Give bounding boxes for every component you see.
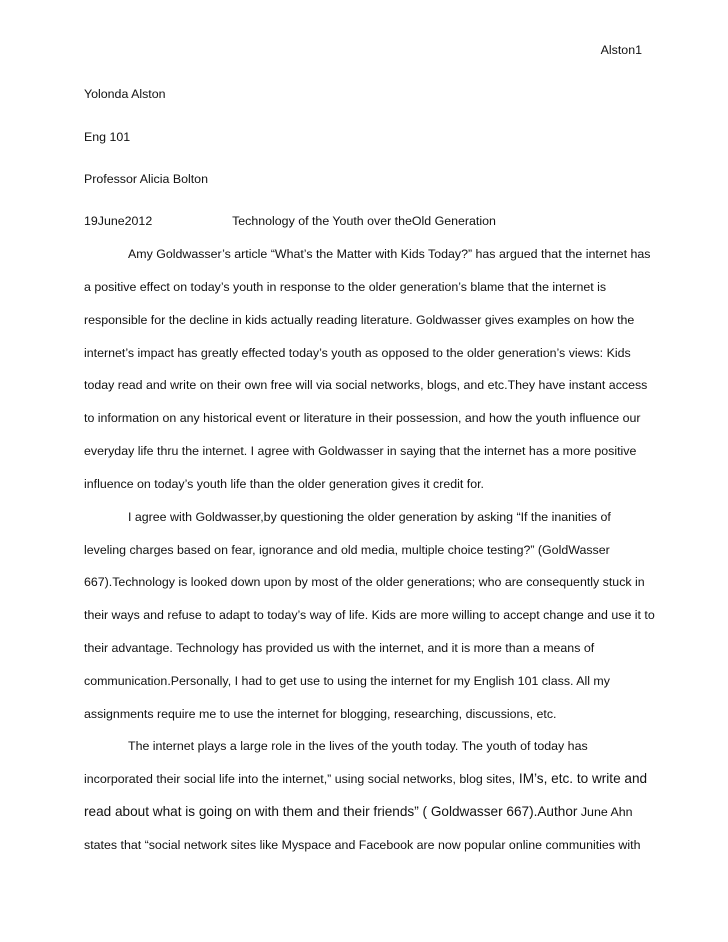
body-line-text-large: read about what is going on with them and their friends” ( Goldwasser 667).Author [84, 804, 578, 819]
body-line-text-large: IM’s, etc. to write and [515, 771, 648, 786]
body-line: a positive effect on today’s youth in response to the older generation’s blame that the internet is [84, 280, 607, 294]
course-name: Eng 101 [84, 130, 131, 144]
running-head: Alston1 [600, 43, 642, 57]
body-line: their ways and refuse to adapt to today’s way of life. Kids are more willing to accept change and use it to [84, 608, 655, 622]
body-line: communication.Personally, I had to get use to using the internet for my English 101 class. All my [84, 674, 610, 688]
body-line-text: incorporated their social life into the internet,” using social networks, blog sites, [84, 772, 516, 786]
body-line: 667).Technology is looked down upon by most of the older generations; who are consequently stuck in [84, 575, 645, 589]
body-line: today read and write on their own free will via social networks, blogs, and etc.They have instant access [84, 378, 648, 392]
body-line: I agree with Goldwasser,by questioning the older generation by asking “If the inanities of [128, 510, 611, 524]
body-line [84, 804, 633, 820]
body-line [84, 771, 647, 787]
body-line: assignments require me to use the internet for blogging, researching, discussions, etc. [84, 707, 557, 721]
body-line: everyday life thru the internet. I agree with Goldwasser in saying that the internet has a more positive [84, 444, 637, 458]
date: 19June2012 [84, 214, 153, 228]
body-line: Amy Goldwasser’s article “What’s the Matter with Kids Today?” has argued that the internet has [128, 247, 651, 261]
body-line: leveling charges based on fear, ignorance and old media, multiple choice testing?” (GoldWasser [84, 543, 610, 557]
body-line: The internet plays a large role in the lives of the youth today. The youth of today has [128, 739, 588, 753]
body-line: responsible for the decline in kids actually reading literature. Goldwasser gives examples on how the [84, 313, 635, 327]
author-name: Yolonda Alston [84, 87, 166, 101]
body-line: influence on today’s youth life than the older generation gives it credit for. [84, 477, 484, 491]
body-line-text: June Ahn [577, 805, 633, 819]
body-line: to information on any historical event or literature in their possession, and how the youth influence our [84, 411, 641, 425]
body-line: internet’s impact has greatly effected today’s youth as opposed to the older generation’s views: Kids [84, 346, 631, 360]
body-line: states that “social network sites like Myspace and Facebook are now popular online communities with [84, 838, 641, 852]
body-line: their advantage. Technology has provided us with the internet, and it is more than a means of [84, 641, 595, 655]
essay-title: Technology of the Youth over theOld Generation [232, 214, 496, 228]
professor-name: Professor Alicia Bolton [84, 172, 208, 186]
